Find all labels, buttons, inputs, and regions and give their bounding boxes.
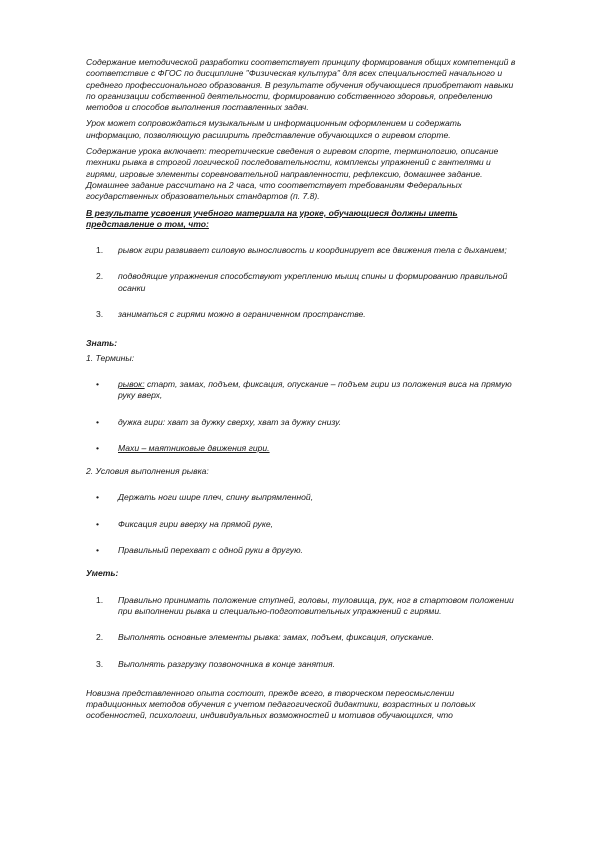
list-item [86,545,516,556]
term-text: старт, замах, подъем, фиксация, опускание – подъем гири из положения виса на прямую руку вверх, [118,378,512,401]
list-number: 3. [96,309,104,320]
list-item [86,379,516,402]
list-item [86,659,516,670]
list-number: 3. [96,658,104,669]
bullet: • [96,442,100,453]
able-list [86,595,516,670]
bullet: • [96,545,100,556]
term-text: дужка гири: хват за дужку сверху, хват за дужку снизу. [118,416,342,427]
list-item-text: заниматься с гирями можно в ограниченном пространстве. [118,309,366,320]
bullet: • [96,378,100,389]
term-label: рывок: [118,378,145,389]
list-item [86,309,516,320]
document-page [86,57,516,727]
list-item [86,632,516,643]
novelty-text: Новизна представленного опыта состоит, прежде всего, в творческом переосмыслении традиционных методов обучения с учетом педагогической дидактики, возрастных и половых особенностей, психологии, индивидуальных возможностей и мотивов обучающихся, что [86,687,476,721]
able-heading: Уметь: [86,568,119,579]
terms-title: 1. Термины: [86,352,135,363]
list-item [86,245,516,256]
list-item-text: Выполнять разгрузку позвоночника в конце занятия. [118,658,335,669]
intro-paragraph-2: Урок может сопровождаться музыкальным и информационным оформлением и содержать информацию, позволяющую расширить представление обучающихся о гиревом спорте. [86,118,462,140]
list-item-text: подводящие упражнения способствуют укреплению мышц спины и формированию правильной осанки [118,271,508,293]
list-item-text: Правильно принимать положение ступней, головы, туловища, рук, ног в стартовом положении при выполнении рывка и специально-подготовительных упражнений с гирями. [118,594,514,616]
list-item [86,595,516,618]
list-item-text: Правильный перехват с одной руки в другую. [118,545,303,556]
conditions-title: 2. Условия выполнения рывка: [86,466,209,477]
list-item-text: Фиксация гири вверху на прямой руке, [118,518,274,529]
bullet: • [96,492,100,503]
list-item-text: Держать ноги шире плеч, спину выпрямленной, [118,492,314,503]
term-label: Махи – маятниковые движения гири. [118,442,270,453]
bullet: • [96,416,100,427]
list-item-text: рывок гири развивает силовую выносливость и координирует все движения тела с дыханием; [118,245,507,256]
know-heading: Знать: [86,338,118,349]
list-number: 1. [96,594,104,605]
list-item [86,443,516,454]
representation-list [86,245,516,320]
list-number: 1. [96,245,104,256]
list-number: 2. [96,632,104,643]
intro-paragraph-3: Содержание урока включает: теоретические сведения о гиревом спорте, терминологию, описание техники рывка в строгой логической последовательности, комплексы упражнений с гантелями и гирями, игровые элементы соревновательной направленности, рефлексию, домашнее задание. Домашнее задание рассчитано на 2 часа, что соответствует требованиям Федеральных государственных образовательных стандартов (п. 7.8). [86,146,499,202]
terms-list [86,379,516,454]
list-item-text: Выполнять основные элементы рывка: замах, подъем, фиксация, опускание. [118,632,434,643]
conditions-list [86,492,516,556]
novelty-paragraph [86,688,516,722]
intro-paragraph-1: Содержание методической разработки соответствует принципу формирования общих компетенций в соответствие с ФГОС по дисциплине "Физическая культура" для всех специальностей начального и среднего профессионального образования. В результате обучения обучающиеся приобретают навыки по организации собственной деятельности, формированию собственного здоровья, определению методов и способов выполнения поставленных задач. [86,57,516,113]
list-number: 2. [96,271,104,282]
list-item [86,519,516,530]
intro-paragraph-4: В результате усвоения учебного материала на уроке, обучающиеся должны иметь представление о том, что: [86,207,458,229]
list-item [86,271,516,294]
bullet: • [96,518,100,529]
list-item [86,417,516,428]
list-item [86,492,516,503]
